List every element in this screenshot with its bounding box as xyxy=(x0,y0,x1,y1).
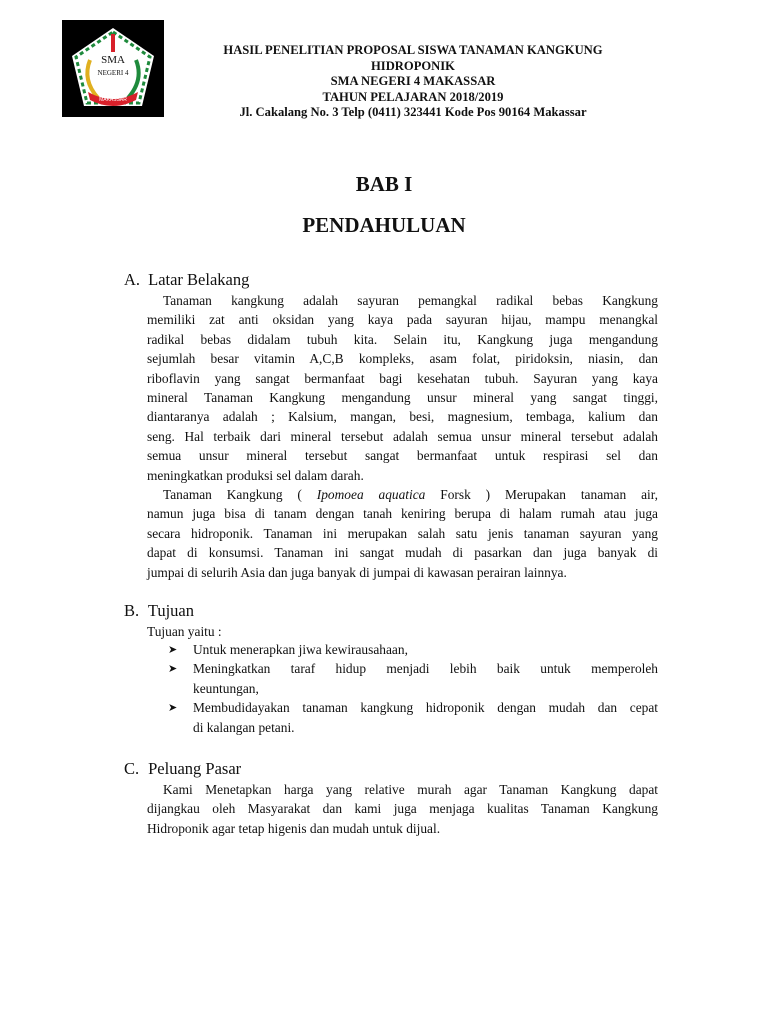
text-line: Hidroponik agar tetap higenis dan mudah untuk dijual. xyxy=(147,820,441,836)
goal-list xyxy=(168,640,658,737)
text-line: seng. Hal terbaik dari mineral tersebut adalah semua unsur mineral tersebut adalah xyxy=(147,428,658,444)
chapter-title: PENDAHULUAN xyxy=(302,213,466,237)
section-b-intro: Tujuan yaitu : xyxy=(147,624,222,639)
chapter-number: BAB I xyxy=(355,172,413,196)
list-item: ➤ Membudidayakan tanaman kangkung hidroponik dengan mudah dan cepat di kalangan petani. xyxy=(168,700,658,735)
section-a-paragraph-2 xyxy=(147,485,658,582)
text-line: sejumlah besar vitamin A,C,B kompleks, asam folat, piridoksin, niasin, dan xyxy=(147,351,658,367)
scientific-name: Ipomoea aquatica xyxy=(316,487,426,502)
section-a-paragraph-1 xyxy=(147,291,658,485)
header-line-4: TAHUN PELAJARAN 2018/2019 xyxy=(322,89,504,104)
section-a-letter: A. xyxy=(124,270,141,289)
text-line: meningkatkan produksi sel dalam darah. xyxy=(147,467,364,483)
arrow-bullet-icon: ➤ xyxy=(168,701,178,715)
text-line: jumpai di selurih Asia dan juga banyak di jumpai di kawasan perairan lainnya. xyxy=(147,564,567,580)
text-line: diantaranya adalah ; Kalsium, mangan, besi, magnesium, tembaga, kalium dan xyxy=(147,409,658,425)
section-c-letter: C. xyxy=(124,759,140,778)
text-line: radikal bebas didalam tubuh kita. Selain itu, Kangkung juga mengandung xyxy=(147,331,658,347)
logo-name: SMA xyxy=(101,54,125,66)
text-line: dapat di konsumsi. Tanaman ini sangat mudah di pasarkan dan juga banyak di xyxy=(147,545,658,561)
section-c-heading xyxy=(124,759,241,779)
text-line: Kami Menetapkan harga yang relative murah agar Tanaman Kangkung dapat xyxy=(163,782,658,797)
text-line: mineral Tanaman Kangkung mengandung unsur mineral yang sangat tinggi, xyxy=(147,390,658,406)
header-line-2: HIDROPONIK xyxy=(371,58,455,73)
logo-school: NEGERI 4 xyxy=(97,69,129,77)
text-line: Tanaman kangkung adalah sayuran pemangkal radikal bebas Kangkung xyxy=(163,293,658,308)
section-b-letter: B. xyxy=(124,601,140,620)
text-line: secara hidroponik. Tanaman ini merupakan salah satu jenis tanaman sayuran yang xyxy=(147,525,658,541)
header-line-1: HASIL PENELITIAN PROPOSAL SISWA TANAMAN KANGKUNG xyxy=(223,43,603,57)
section-b-heading xyxy=(124,601,194,621)
header-line-5: Jl. Cakalang No. 3 Telp (0411) 323441 Kode Pos 90164 Makassar xyxy=(239,105,587,119)
header-line-3: SMA NEGERI 4 MAKASSAR xyxy=(330,74,496,88)
school-emblem-icon xyxy=(62,20,164,117)
arrow-bullet-icon: ➤ xyxy=(168,643,178,656)
section-a-title: Latar Belakang xyxy=(148,270,250,289)
section-b-title: Tujuan xyxy=(147,601,194,620)
text-line: dijangkau oleh Masyarakat dan kami juga menjaga kualitas Tanaman Kangkung xyxy=(147,801,658,817)
arrow-bullet-icon: ➤ xyxy=(168,662,178,676)
section-c-paragraph xyxy=(147,780,658,838)
school-logo xyxy=(62,20,164,117)
section-a-heading xyxy=(124,270,249,290)
document-header xyxy=(178,43,648,121)
text-line: namun juga bisa di tanam dengan tanah keniring berupa di halam rumah atau juga xyxy=(147,506,658,522)
list-item: ➤ Meningkatkan taraf hidup menjadi lebih baik untuk memperoleh keuntungan, xyxy=(168,661,658,696)
list-item: ➤ Untuk menerapkan jiwa kewirausahaan, xyxy=(168,640,658,659)
section-c-title: Peluang Pasar xyxy=(148,759,242,778)
text-line: semua unsur mineral tersebut sangat bermanfaat untuk respirasi sel dan xyxy=(147,448,658,464)
text-line: memiliki zat anti oksidan yang kaya pada sayuran hijau, mampu menangkal xyxy=(147,312,658,328)
text-line: riboflavin yang sangat bermanfaat bagi kesehatan tubuh. Sayuran yang kaya xyxy=(147,370,658,386)
logo-band-text: MAKASSAR xyxy=(99,97,127,103)
text-line: Tanaman Kangkung ( Ipomoea aquatica Forsk ) Merupakan tanaman air, xyxy=(163,487,659,502)
logo-torch xyxy=(111,34,115,52)
